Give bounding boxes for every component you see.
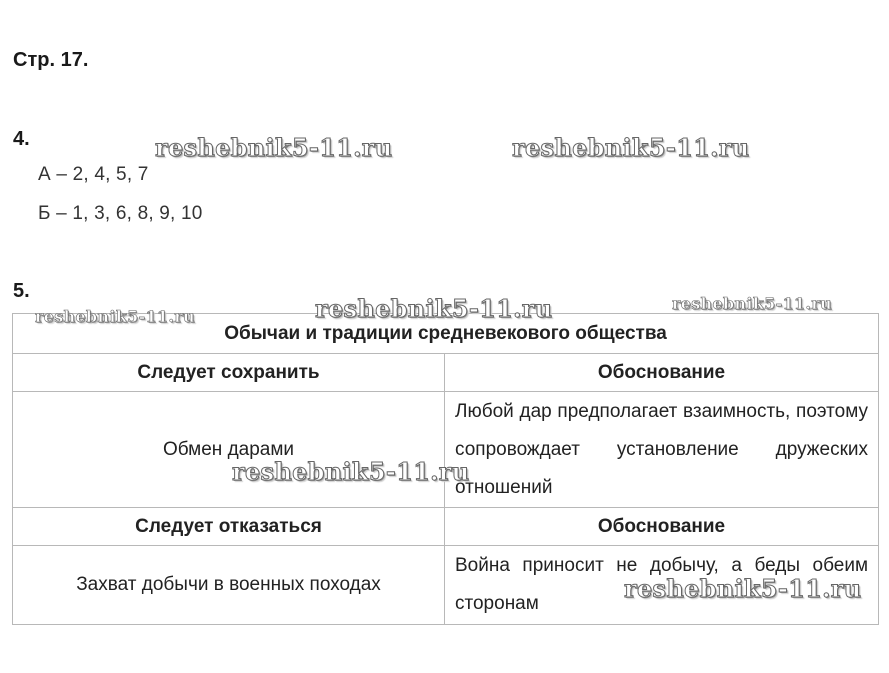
watermark: reshebnik5-11.ru — [35, 307, 195, 326]
watermark: reshebnik5-11.ru — [155, 133, 393, 162]
keep-reason: Любой дар предполагает взаимность, поэтому сопровождает установление дружеских отношений — [445, 392, 879, 508]
table-title: Обычаи и традиции средневекового общества — [13, 314, 879, 354]
reject-reason: Война приносит не добычу, а беды обеим сторонам — [445, 546, 879, 625]
answer-a: А – 2, 4, 5, 7 — [38, 164, 149, 185]
reject-item: Захват добычи в военных походах — [13, 546, 445, 625]
task-5-number: 5. — [13, 280, 30, 302]
keep-item: Обмен дарами — [13, 392, 445, 508]
answer-b: Б – 1, 3, 6, 8, 9, 10 — [38, 203, 203, 224]
watermark: reshebnik5-11.ru — [232, 457, 470, 486]
page-label: Стр. 17. — [13, 49, 89, 71]
traditions-table — [12, 313, 879, 625]
watermark: reshebnik5-11.ru — [512, 133, 750, 162]
task-4-number: 4. — [13, 128, 30, 150]
watermark: reshebnik5-11.ru — [624, 574, 862, 603]
reject-header: Следует отказаться — [13, 508, 445, 546]
watermark: reshebnik5-11.ru — [315, 294, 553, 323]
watermark: reshebnik5-11.ru — [672, 294, 832, 313]
keep-reason-header: Обоснование — [445, 354, 879, 392]
keep-header: Следует сохранить — [13, 354, 445, 392]
reject-reason-header: Обоснование — [445, 508, 879, 546]
